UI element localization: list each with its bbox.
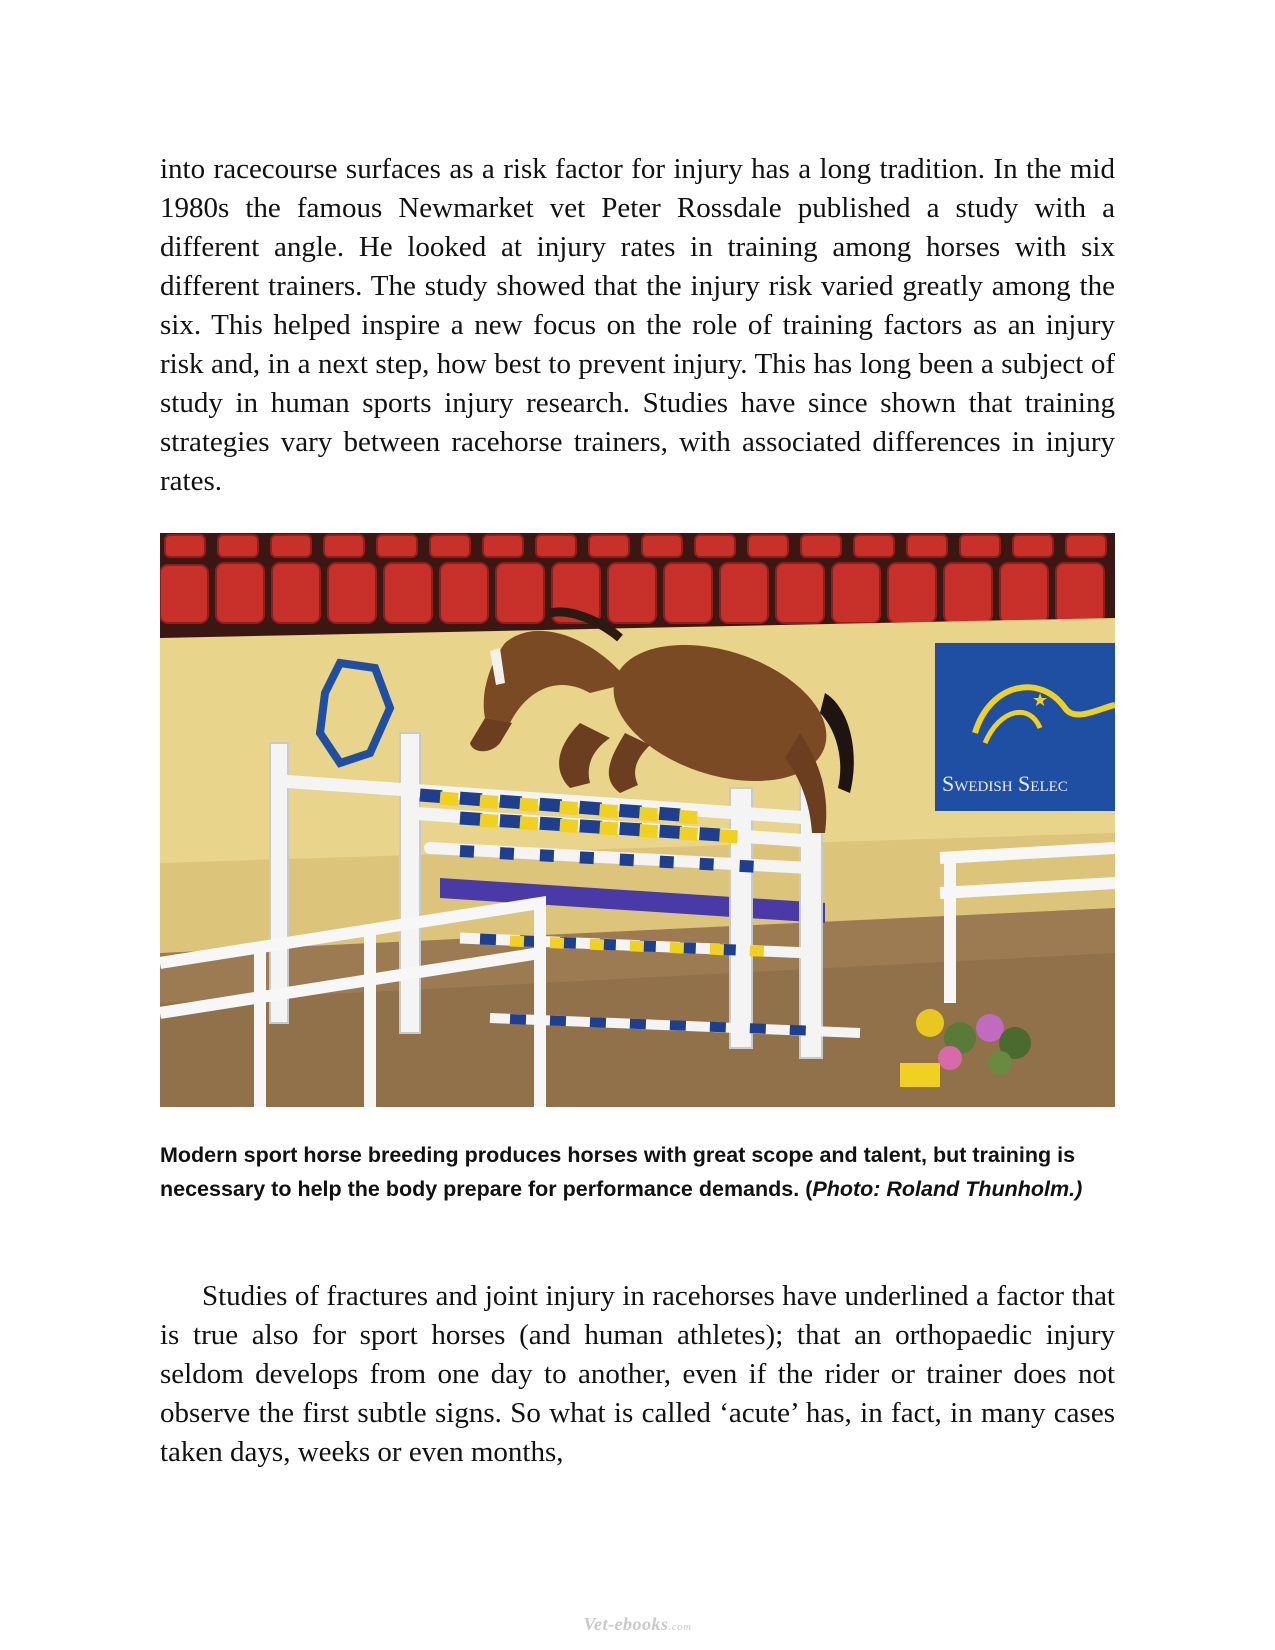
photo-caption (160, 1138, 1100, 1206)
banner-text: Swedish Selec (942, 771, 1068, 796)
watermark-tld: .com (668, 1621, 692, 1633)
horse-jumping-photo (160, 533, 1115, 1107)
body-paragraph-2: Studies of fractures and joint injury in racehorses have underlined a factor that is true also for sport horses (and human athletes); that an orthopaedic injury seldom develops from one day to another, even if the rider or trainer does not observe the first subtle signs. So what is called ‘acute’ has, in fact, in many cases taken days, weeks or even months, (160, 1280, 1115, 1468)
svg-text:★: ★ (1032, 690, 1049, 711)
caption-text: Modern sport horse breeding produces horses with great scope and talent, but training is necessary to help the body prepare for performance demands. ( (160, 1143, 1076, 1201)
watermark-brand: Vet-ebooks (583, 1614, 669, 1634)
body-paragraph-1: into racecourse surfaces as a risk factor for injury has a long tradition. In the mid 1980s the famous Newmarket vet Peter Rossdale published a study with a different angle. He looked at injury rates in training among horses with six different trainers. The study showed that the injury risk varied greatly among the six. This helped inspire a new focus on the role of training factors as an injury risk and, in a next step, how best to prevent injury. This has long been a subject of study in human sports injury research. Studies have since shown that training strategies vary between racehorse trainers, with associated differences in injury rates. (160, 153, 1115, 497)
caption-credit: Photo: Roland Thunholm.) (812, 1177, 1083, 1201)
watermark-logo (0, 1614, 1275, 1635)
